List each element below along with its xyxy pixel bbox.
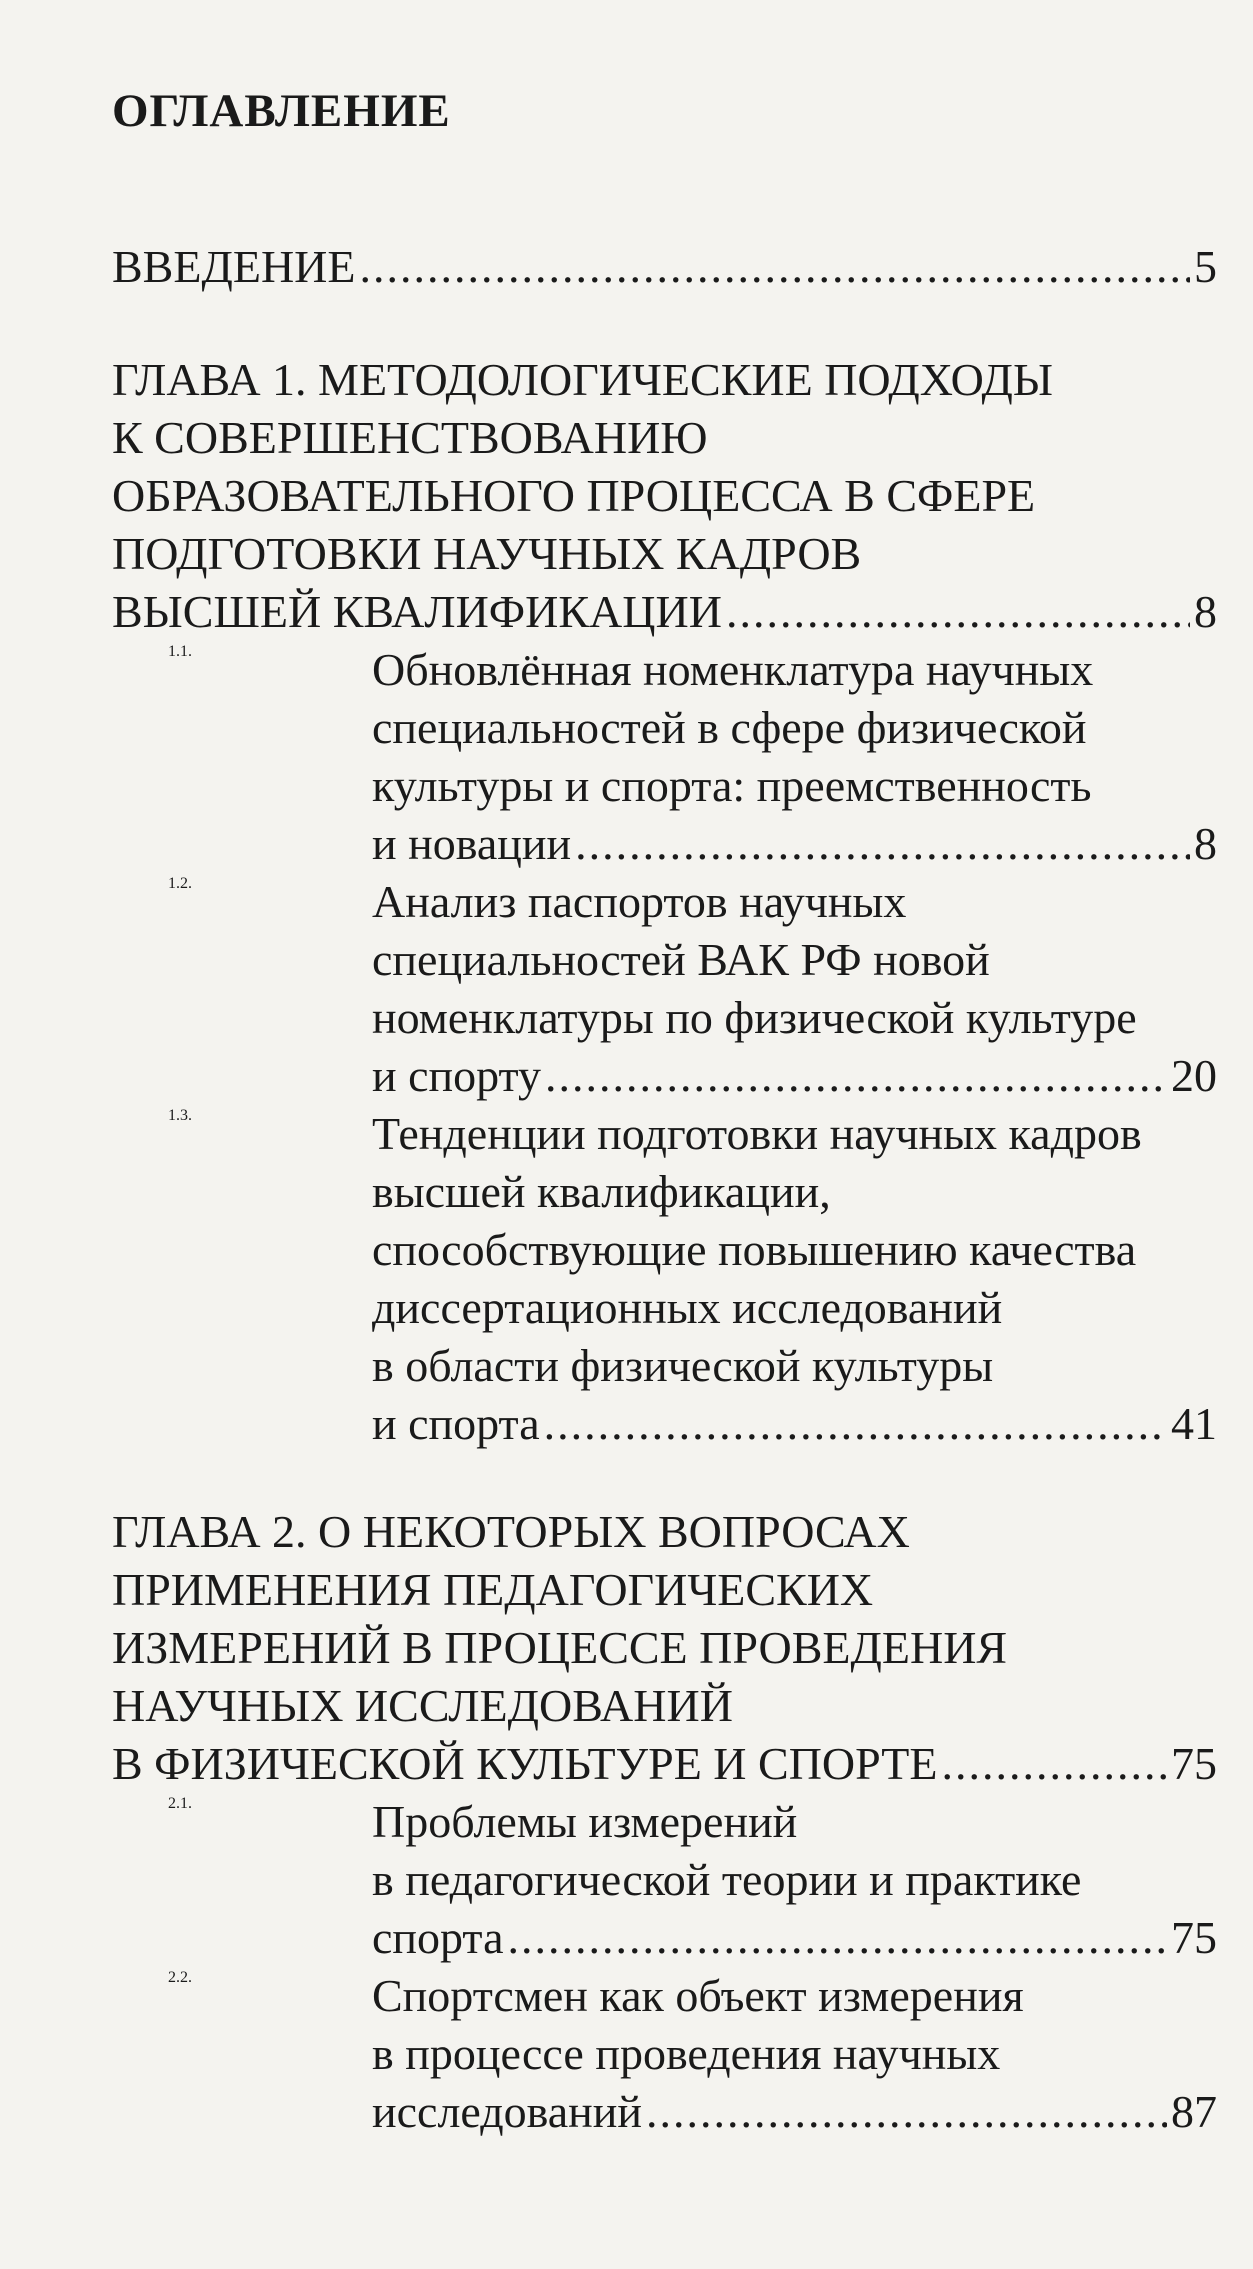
section-line: в педагогической теории и практике (372, 1854, 1082, 1905)
toc-entry-chapter-2[interactable]: В ФИЗИЧЕСКОЙ КУЛЬТУРЕ И СПОРТЕ ..... 75 (112, 1737, 1217, 1797)
toc-entry-intro[interactable] (112, 240, 1217, 300)
section-number: 2.1. (168, 1795, 192, 1812)
section-line: высшей квалификации, (372, 1166, 831, 1217)
leader-dots (545, 1049, 1167, 1102)
toc-title: ОГЛАВЛЕНИЕ (112, 85, 451, 137)
section-line: культуры и спорта: преемственность (372, 760, 1092, 811)
chapter-heading-line: ГЛАВА 1. МЕТОДОЛОГИЧЕСКИЕ ПОДХОДЫ (112, 354, 1054, 405)
toc-entry-page: 87 (1171, 2086, 1217, 2137)
leader-dots (726, 585, 1190, 638)
toc-entry-page: 41 (1171, 1398, 1217, 1449)
toc-entry-section-1-3[interactable]: и спорта ..... 41 (372, 1397, 1217, 1457)
section-number: 1.1. (168, 643, 192, 660)
leader-dots (508, 1911, 1167, 1964)
toc-entry-page: 5 (1194, 241, 1217, 292)
section-line: номенклатуры по физической культуре (372, 992, 1137, 1043)
section-number: 1.2. (168, 875, 192, 892)
section-line: специальностей в сфере физической (372, 702, 1087, 753)
leader-dots (941, 1737, 1167, 1790)
toc-entry-section-1-2[interactable]: и спорту ..... 20 (372, 1049, 1217, 1109)
section-line: Проблемы измерений (372, 1796, 798, 1847)
chapter-heading-line: К СОВЕРШЕНСТВОВАНИЮ (112, 412, 708, 463)
toc-entry-page: 20 (1171, 1050, 1217, 1101)
section-line: Спортсмен как объект измерения (372, 1970, 1024, 2021)
section-line: в области физической культуры (372, 1340, 994, 1391)
section-line: Обновлённая номенклатура научных (372, 644, 1094, 695)
toc-entry-page: 75 (1171, 1738, 1217, 1789)
chapter-heading-line: ГЛАВА 2. О НЕКОТОРЫХ ВОПРОСАХ (112, 1506, 910, 1557)
chapter-heading-line: ОБРАЗОВАТЕЛЬНОГО ПРОЦЕССА В СФЕРЕ (112, 470, 1036, 521)
section-line: диссертационных исследований (372, 1282, 1003, 1333)
chapter-heading-line: НАУЧНЫХ ИССЛЕДОВАНИЙ (112, 1680, 733, 1731)
section-line: Анализ паспортов научных (372, 876, 907, 927)
chapter-heading-line: ПОДГОТОВКИ НАУЧНЫХ КАДРОВ (112, 528, 862, 579)
toc-entry-section-2-1[interactable]: спорта ..... 75 (372, 1911, 1217, 1971)
section-line: Тенденции подготовки научных кадров (372, 1108, 1142, 1159)
leader-dots (544, 1397, 1167, 1450)
toc-entry-page: 8 (1194, 818, 1217, 869)
toc-entry-section-2-2[interactable]: исследований ..... 87 (372, 2085, 1217, 2145)
leader-dots (646, 2085, 1167, 2138)
leader-dots (575, 817, 1190, 870)
leader-dots (359, 240, 1190, 293)
section-line: специальностей ВАК РФ новой (372, 934, 990, 985)
chapter-heading-line: ИЗМЕРЕНИЙ В ПРОЦЕССЕ ПРОВЕДЕНИЯ (112, 1622, 1008, 1673)
section-line: в процессе проведения научных (372, 2028, 1001, 2079)
chapter-heading-line: ПРИМЕНЕНИЯ ПЕДАГОГИЧЕСКИХ (112, 1564, 874, 1615)
toc-entry-chapter-1[interactable]: ВЫСШЕЙ КВАЛИФИКАЦИИ ..... 8 (112, 585, 1217, 645)
toc-entry-label: ВВЕДЕНИЕ (112, 241, 356, 292)
toc-entry-page: 75 (1171, 1912, 1217, 1963)
section-number: 1.3. (168, 1107, 192, 1124)
toc-entry-page: 8 (1194, 586, 1217, 637)
toc-entry-section-1-1[interactable]: и новации ..... 8 (372, 817, 1217, 877)
section-number: 2.2. (168, 1969, 192, 1986)
section-line: способствующие повышению качества (372, 1224, 1137, 1275)
